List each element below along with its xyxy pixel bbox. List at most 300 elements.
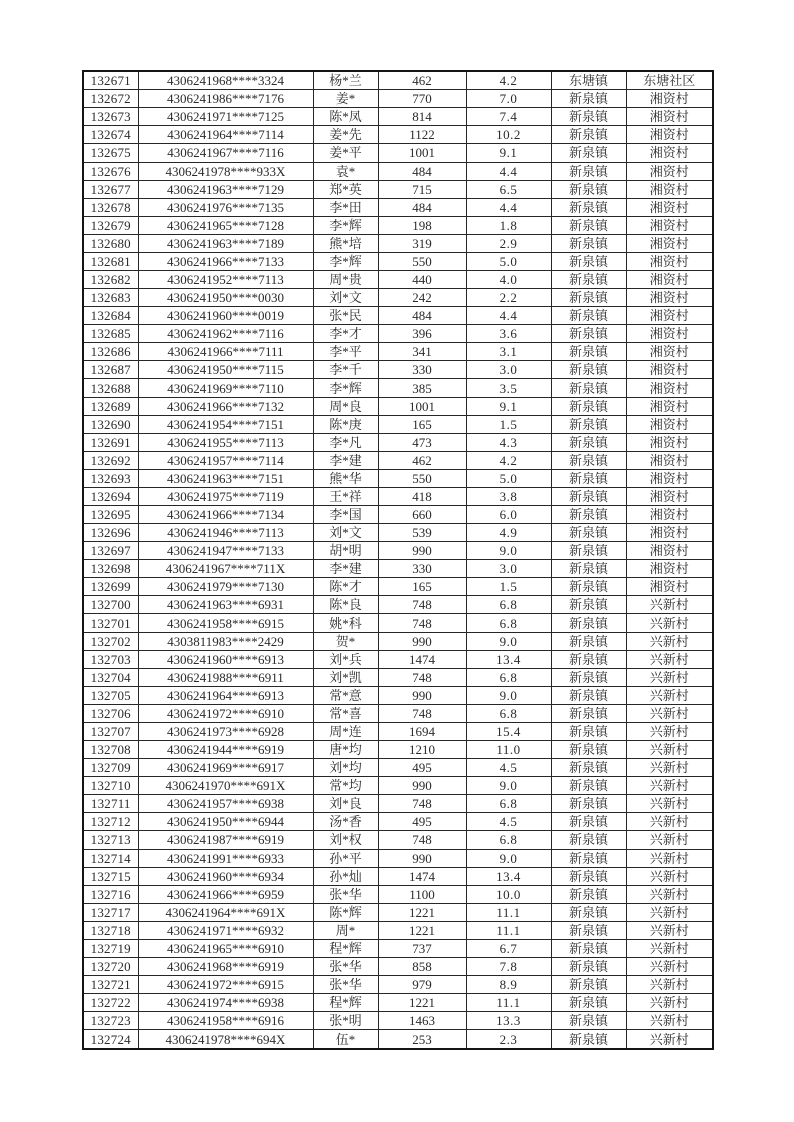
cell-serial: 132705 <box>83 686 138 704</box>
table-row <box>83 307 713 325</box>
cell-id-number: 4306241969****7110 <box>138 379 313 397</box>
cell-id-number: 4306241958****6915 <box>138 614 313 632</box>
cell-rate: 9.0 <box>466 632 551 650</box>
cell-rate: 3.0 <box>466 361 551 379</box>
table-row <box>83 252 713 270</box>
cell-village: 湘资村 <box>626 361 713 379</box>
cell-town: 新泉镇 <box>551 614 626 632</box>
cell-rate: 13.3 <box>466 1012 551 1030</box>
cell-town: 新泉镇 <box>551 469 626 487</box>
cell-town: 新泉镇 <box>551 289 626 307</box>
cell-serial: 132694 <box>83 487 138 505</box>
table-row <box>83 397 713 415</box>
cell-amount: 462 <box>378 71 466 90</box>
cell-id-number: 4306241971****7125 <box>138 108 313 126</box>
cell-id-number: 4306241966****7111 <box>138 343 313 361</box>
cell-amount: 748 <box>378 596 466 614</box>
cell-amount: 330 <box>378 560 466 578</box>
cell-amount: 990 <box>378 542 466 560</box>
cell-town: 新泉镇 <box>551 560 626 578</box>
cell-town: 东塘镇 <box>551 71 626 90</box>
table-row <box>83 234 713 252</box>
cell-id-number: 4306241963****7189 <box>138 234 313 252</box>
cell-rate: 2.3 <box>466 1030 551 1049</box>
cell-amount: 1221 <box>378 994 466 1012</box>
cell-rate: 4.5 <box>466 813 551 831</box>
cell-rate: 6.8 <box>466 704 551 722</box>
cell-id-number: 4306241986****7176 <box>138 90 313 108</box>
cell-rate: 9.0 <box>466 849 551 867</box>
cell-rate: 5.0 <box>466 469 551 487</box>
cell-serial: 132724 <box>83 1030 138 1049</box>
cell-town: 新泉镇 <box>551 921 626 939</box>
cell-serial: 132717 <box>83 903 138 921</box>
cell-name: 常*意 <box>313 686 378 704</box>
cell-id-number: 4306241958****6916 <box>138 1012 313 1030</box>
cell-village: 湘资村 <box>626 487 713 505</box>
cell-name: 王*祥 <box>313 487 378 505</box>
cell-town: 新泉镇 <box>551 596 626 614</box>
cell-name: 汤*香 <box>313 813 378 831</box>
cell-village: 湘资村 <box>626 252 713 270</box>
cell-rate: 11.0 <box>466 741 551 759</box>
cell-name: 李*平 <box>313 343 378 361</box>
cell-rate: 9.1 <box>466 397 551 415</box>
cell-town: 新泉镇 <box>551 397 626 415</box>
cell-name: 姚*科 <box>313 614 378 632</box>
table-row <box>83 578 713 596</box>
table-row <box>83 632 713 650</box>
cell-rate: 4.9 <box>466 524 551 542</box>
cell-amount: 1221 <box>378 903 466 921</box>
cell-serial: 132701 <box>83 614 138 632</box>
cell-serial: 132684 <box>83 307 138 325</box>
cell-town: 新泉镇 <box>551 849 626 867</box>
cell-serial: 132715 <box>83 867 138 885</box>
cell-amount: 165 <box>378 415 466 433</box>
cell-amount: 990 <box>378 849 466 867</box>
cell-town: 新泉镇 <box>551 144 626 162</box>
cell-name: 李*凡 <box>313 433 378 451</box>
cell-rate: 5.0 <box>466 252 551 270</box>
cell-name: 张*华 <box>313 976 378 994</box>
cell-id-number: 4306241965****6910 <box>138 939 313 957</box>
cell-rate: 7.8 <box>466 957 551 975</box>
cell-amount: 1100 <box>378 885 466 903</box>
table-row <box>83 524 713 542</box>
cell-village: 湘资村 <box>626 415 713 433</box>
cell-town: 新泉镇 <box>551 704 626 722</box>
cell-village: 湘资村 <box>626 542 713 560</box>
cell-town: 新泉镇 <box>551 831 626 849</box>
table-row <box>83 777 713 795</box>
cell-serial: 132697 <box>83 542 138 560</box>
table-row <box>83 415 713 433</box>
cell-village: 兴新村 <box>626 668 713 686</box>
cell-village: 湘资村 <box>626 524 713 542</box>
cell-town: 新泉镇 <box>551 433 626 451</box>
cell-town: 新泉镇 <box>551 415 626 433</box>
cell-serial: 132699 <box>83 578 138 596</box>
cell-id-number: 4306241974****6938 <box>138 994 313 1012</box>
cell-town: 新泉镇 <box>551 976 626 994</box>
cell-id-number: 4306241973****6928 <box>138 722 313 740</box>
cell-id-number: 4306241968****6919 <box>138 957 313 975</box>
cell-rate: 1.5 <box>466 578 551 596</box>
cell-rate: 11.1 <box>466 903 551 921</box>
cell-rate: 6.8 <box>466 831 551 849</box>
cell-amount: 715 <box>378 180 466 198</box>
cell-village: 湘资村 <box>626 397 713 415</box>
cell-id-number: 4306241960****0019 <box>138 307 313 325</box>
cell-serial: 132720 <box>83 957 138 975</box>
cell-village: 湘资村 <box>626 307 713 325</box>
cell-village: 兴新村 <box>626 885 713 903</box>
cell-town: 新泉镇 <box>551 307 626 325</box>
cell-amount: 539 <box>378 524 466 542</box>
cell-town: 新泉镇 <box>551 361 626 379</box>
cell-serial: 132678 <box>83 198 138 216</box>
cell-serial: 132712 <box>83 813 138 831</box>
cell-id-number: 4306241966****7132 <box>138 397 313 415</box>
cell-serial: 132672 <box>83 90 138 108</box>
cell-town: 新泉镇 <box>551 126 626 144</box>
cell-amount: 748 <box>378 831 466 849</box>
cell-id-number: 4306241952****7113 <box>138 271 313 289</box>
cell-town: 新泉镇 <box>551 903 626 921</box>
cell-id-number: 4306241963****6931 <box>138 596 313 614</box>
cell-serial: 132673 <box>83 108 138 126</box>
cell-town: 新泉镇 <box>551 343 626 361</box>
cell-town: 新泉镇 <box>551 524 626 542</box>
cell-village: 湘资村 <box>626 506 713 524</box>
cell-name: 郑*英 <box>313 180 378 198</box>
cell-serial: 132689 <box>83 397 138 415</box>
cell-name: 周*连 <box>313 722 378 740</box>
cell-village: 湘资村 <box>626 578 713 596</box>
cell-rate: 3.5 <box>466 379 551 397</box>
cell-id-number: 4306241976****7135 <box>138 198 313 216</box>
table-row <box>83 451 713 469</box>
cell-rate: 2.9 <box>466 234 551 252</box>
cell-id-number: 4306241967****7116 <box>138 144 313 162</box>
table-row <box>83 867 713 885</box>
table-row <box>83 198 713 216</box>
table-row <box>83 506 713 524</box>
cell-id-number: 4306241946****7113 <box>138 524 313 542</box>
cell-amount: 440 <box>378 271 466 289</box>
cell-name: 刘*权 <box>313 831 378 849</box>
cell-town: 新泉镇 <box>551 451 626 469</box>
table-row <box>83 162 713 180</box>
cell-id-number: 4306241972****6910 <box>138 704 313 722</box>
cell-rate: 4.2 <box>466 71 551 90</box>
cell-village: 湘资村 <box>626 379 713 397</box>
cell-rate: 1.5 <box>466 415 551 433</box>
cell-id-number: 4306241955****7113 <box>138 433 313 451</box>
cell-amount: 253 <box>378 1030 466 1049</box>
cell-name: 李*辉 <box>313 379 378 397</box>
cell-town: 新泉镇 <box>551 813 626 831</box>
cell-rate: 13.4 <box>466 650 551 668</box>
table-row <box>83 795 713 813</box>
table-row <box>83 144 713 162</box>
table-row <box>83 71 713 90</box>
cell-serial: 132680 <box>83 234 138 252</box>
cell-village: 兴新村 <box>626 921 713 939</box>
cell-rate: 7.0 <box>466 90 551 108</box>
cell-serial: 132695 <box>83 506 138 524</box>
cell-id-number: 4306241964****691X <box>138 903 313 921</box>
cell-rate: 6.0 <box>466 506 551 524</box>
table-row <box>83 686 713 704</box>
cell-serial: 132676 <box>83 162 138 180</box>
cell-village: 湘资村 <box>626 271 713 289</box>
cell-amount: 242 <box>378 289 466 307</box>
cell-village: 湘资村 <box>626 325 713 343</box>
cell-amount: 1210 <box>378 741 466 759</box>
cell-id-number: 4306241964****7114 <box>138 126 313 144</box>
cell-town: 新泉镇 <box>551 198 626 216</box>
cell-serial: 132683 <box>83 289 138 307</box>
cell-serial: 132681 <box>83 252 138 270</box>
cell-amount: 1474 <box>378 867 466 885</box>
cell-amount: 319 <box>378 234 466 252</box>
table-row <box>83 487 713 505</box>
cell-amount: 737 <box>378 939 466 957</box>
cell-amount: 165 <box>378 578 466 596</box>
cell-village: 湘资村 <box>626 90 713 108</box>
cell-name: 张*华 <box>313 957 378 975</box>
cell-serial: 132714 <box>83 849 138 867</box>
cell-id-number: 4306241963****7129 <box>138 180 313 198</box>
cell-rate: 13.4 <box>466 867 551 885</box>
cell-village: 湘资村 <box>626 216 713 234</box>
cell-amount: 385 <box>378 379 466 397</box>
cell-name: 唐*均 <box>313 741 378 759</box>
cell-village: 湘资村 <box>626 180 713 198</box>
cell-village: 兴新村 <box>626 1030 713 1049</box>
cell-name: 程*辉 <box>313 939 378 957</box>
cell-id-number: 4306241964****6913 <box>138 686 313 704</box>
cell-amount: 990 <box>378 686 466 704</box>
cell-id-number: 4306241979****7130 <box>138 578 313 596</box>
cell-serial: 132671 <box>83 71 138 90</box>
cell-serial: 132686 <box>83 343 138 361</box>
table-row <box>83 614 713 632</box>
cell-rate: 4.0 <box>466 271 551 289</box>
cell-village: 兴新村 <box>626 741 713 759</box>
cell-village: 兴新村 <box>626 903 713 921</box>
cell-rate: 4.3 <box>466 433 551 451</box>
cell-rate: 8.9 <box>466 976 551 994</box>
cell-id-number: 4306241971****6932 <box>138 921 313 939</box>
cell-town: 新泉镇 <box>551 939 626 957</box>
cell-rate: 6.8 <box>466 596 551 614</box>
cell-village: 兴新村 <box>626 614 713 632</box>
cell-id-number: 4306241967****711X <box>138 560 313 578</box>
cell-rate: 4.2 <box>466 451 551 469</box>
cell-amount: 550 <box>378 252 466 270</box>
cell-amount: 858 <box>378 957 466 975</box>
cell-name: 袁* <box>313 162 378 180</box>
cell-id-number: 4306241947****7133 <box>138 542 313 560</box>
cell-amount: 330 <box>378 361 466 379</box>
table-row <box>83 722 713 740</box>
cell-name: 李*才 <box>313 325 378 343</box>
cell-rate: 9.0 <box>466 777 551 795</box>
cell-serial: 132710 <box>83 777 138 795</box>
cell-name: 贺* <box>313 632 378 650</box>
cell-town: 新泉镇 <box>551 686 626 704</box>
cell-rate: 4.4 <box>466 162 551 180</box>
cell-town: 新泉镇 <box>551 741 626 759</box>
cell-village: 兴新村 <box>626 777 713 795</box>
table-row <box>83 596 713 614</box>
cell-rate: 6.8 <box>466 668 551 686</box>
cell-amount: 1221 <box>378 921 466 939</box>
cell-name: 周*良 <box>313 397 378 415</box>
cell-name: 陈*良 <box>313 596 378 614</box>
cell-rate: 6.5 <box>466 180 551 198</box>
cell-name: 姜*先 <box>313 126 378 144</box>
cell-village: 兴新村 <box>626 759 713 777</box>
cell-amount: 495 <box>378 813 466 831</box>
cell-village: 兴新村 <box>626 813 713 831</box>
table-row <box>83 741 713 759</box>
cell-amount: 814 <box>378 108 466 126</box>
cell-id-number: 4306241978****694X <box>138 1030 313 1049</box>
cell-name: 熊*华 <box>313 469 378 487</box>
cell-id-number: 4306241988****6911 <box>138 668 313 686</box>
cell-amount: 462 <box>378 451 466 469</box>
cell-serial: 132674 <box>83 126 138 144</box>
cell-serial: 132690 <box>83 415 138 433</box>
cell-town: 新泉镇 <box>551 180 626 198</box>
table-row <box>83 831 713 849</box>
table-row <box>83 90 713 108</box>
cell-village: 兴新村 <box>626 704 713 722</box>
cell-rate: 6.8 <box>466 614 551 632</box>
cell-rate: 10.0 <box>466 885 551 903</box>
cell-id-number: 4306241966****7134 <box>138 506 313 524</box>
cell-serial: 132679 <box>83 216 138 234</box>
cell-rate: 4.4 <box>466 198 551 216</box>
cell-name: 熊*培 <box>313 234 378 252</box>
cell-town: 新泉镇 <box>551 162 626 180</box>
cell-town: 新泉镇 <box>551 542 626 560</box>
cell-village: 湘资村 <box>626 433 713 451</box>
cell-name: 刘*均 <box>313 759 378 777</box>
cell-amount: 341 <box>378 343 466 361</box>
cell-name: 刘*凯 <box>313 668 378 686</box>
cell-amount: 748 <box>378 704 466 722</box>
table-row <box>83 957 713 975</box>
cell-rate: 3.0 <box>466 560 551 578</box>
cell-village: 兴新村 <box>626 831 713 849</box>
table-row <box>83 921 713 939</box>
cell-id-number: 4306241966****7133 <box>138 252 313 270</box>
cell-id-number: 4306241968****3324 <box>138 71 313 90</box>
cell-village: 湘资村 <box>626 198 713 216</box>
table-row <box>83 289 713 307</box>
table-row <box>83 1012 713 1030</box>
cell-village: 兴新村 <box>626 939 713 957</box>
cell-id-number: 4306241975****7119 <box>138 487 313 505</box>
cell-village: 湘资村 <box>626 289 713 307</box>
cell-village: 湘资村 <box>626 343 713 361</box>
cell-village: 兴新村 <box>626 1012 713 1030</box>
cell-village: 湘资村 <box>626 108 713 126</box>
cell-id-number: 4306241957****6938 <box>138 795 313 813</box>
cell-rate: 3.6 <box>466 325 551 343</box>
cell-village: 兴新村 <box>626 686 713 704</box>
cell-rate: 9.0 <box>466 686 551 704</box>
cell-town: 新泉镇 <box>551 650 626 668</box>
cell-town: 新泉镇 <box>551 90 626 108</box>
table-row <box>83 560 713 578</box>
table-row <box>83 126 713 144</box>
table-row <box>83 180 713 198</box>
cell-name: 李*千 <box>313 361 378 379</box>
cell-rate: 3.8 <box>466 487 551 505</box>
cell-rate: 1.8 <box>466 216 551 234</box>
cell-rate: 7.4 <box>466 108 551 126</box>
cell-village: 湘资村 <box>626 469 713 487</box>
cell-id-number: 4306241987****6919 <box>138 831 313 849</box>
cell-village: 兴新村 <box>626 596 713 614</box>
cell-amount: 484 <box>378 198 466 216</box>
cell-serial: 132702 <box>83 632 138 650</box>
cell-village: 湘资村 <box>626 126 713 144</box>
cell-town: 新泉镇 <box>551 379 626 397</box>
cell-serial: 132692 <box>83 451 138 469</box>
cell-name: 李*建 <box>313 451 378 469</box>
cell-town: 新泉镇 <box>551 578 626 596</box>
cell-name: 李*辉 <box>313 252 378 270</box>
cell-village: 兴新村 <box>626 976 713 994</box>
cell-serial: 132706 <box>83 704 138 722</box>
cell-rate: 9.1 <box>466 144 551 162</box>
cell-village: 兴新村 <box>626 722 713 740</box>
cell-name: 张*华 <box>313 885 378 903</box>
cell-amount: 660 <box>378 506 466 524</box>
table-row <box>83 271 713 289</box>
cell-town: 新泉镇 <box>551 1030 626 1049</box>
beneficiary-record-table <box>82 70 714 1050</box>
cell-village: 东塘社区 <box>626 71 713 90</box>
cell-serial: 132703 <box>83 650 138 668</box>
table-row <box>83 759 713 777</box>
cell-amount: 979 <box>378 976 466 994</box>
cell-serial: 132713 <box>83 831 138 849</box>
cell-town: 新泉镇 <box>551 216 626 234</box>
table-row <box>83 433 713 451</box>
table-row <box>83 325 713 343</box>
cell-name: 刘*文 <box>313 289 378 307</box>
cell-name: 刘*兵 <box>313 650 378 668</box>
table-row <box>83 903 713 921</box>
cell-id-number: 4306241960****6934 <box>138 867 313 885</box>
cell-serial: 132721 <box>83 976 138 994</box>
table-row <box>83 668 713 686</box>
cell-rate: 6.7 <box>466 939 551 957</box>
cell-amount: 1122 <box>378 126 466 144</box>
cell-id-number: 4306241962****7116 <box>138 325 313 343</box>
cell-amount: 748 <box>378 795 466 813</box>
cell-town: 新泉镇 <box>551 234 626 252</box>
table-row <box>83 361 713 379</box>
